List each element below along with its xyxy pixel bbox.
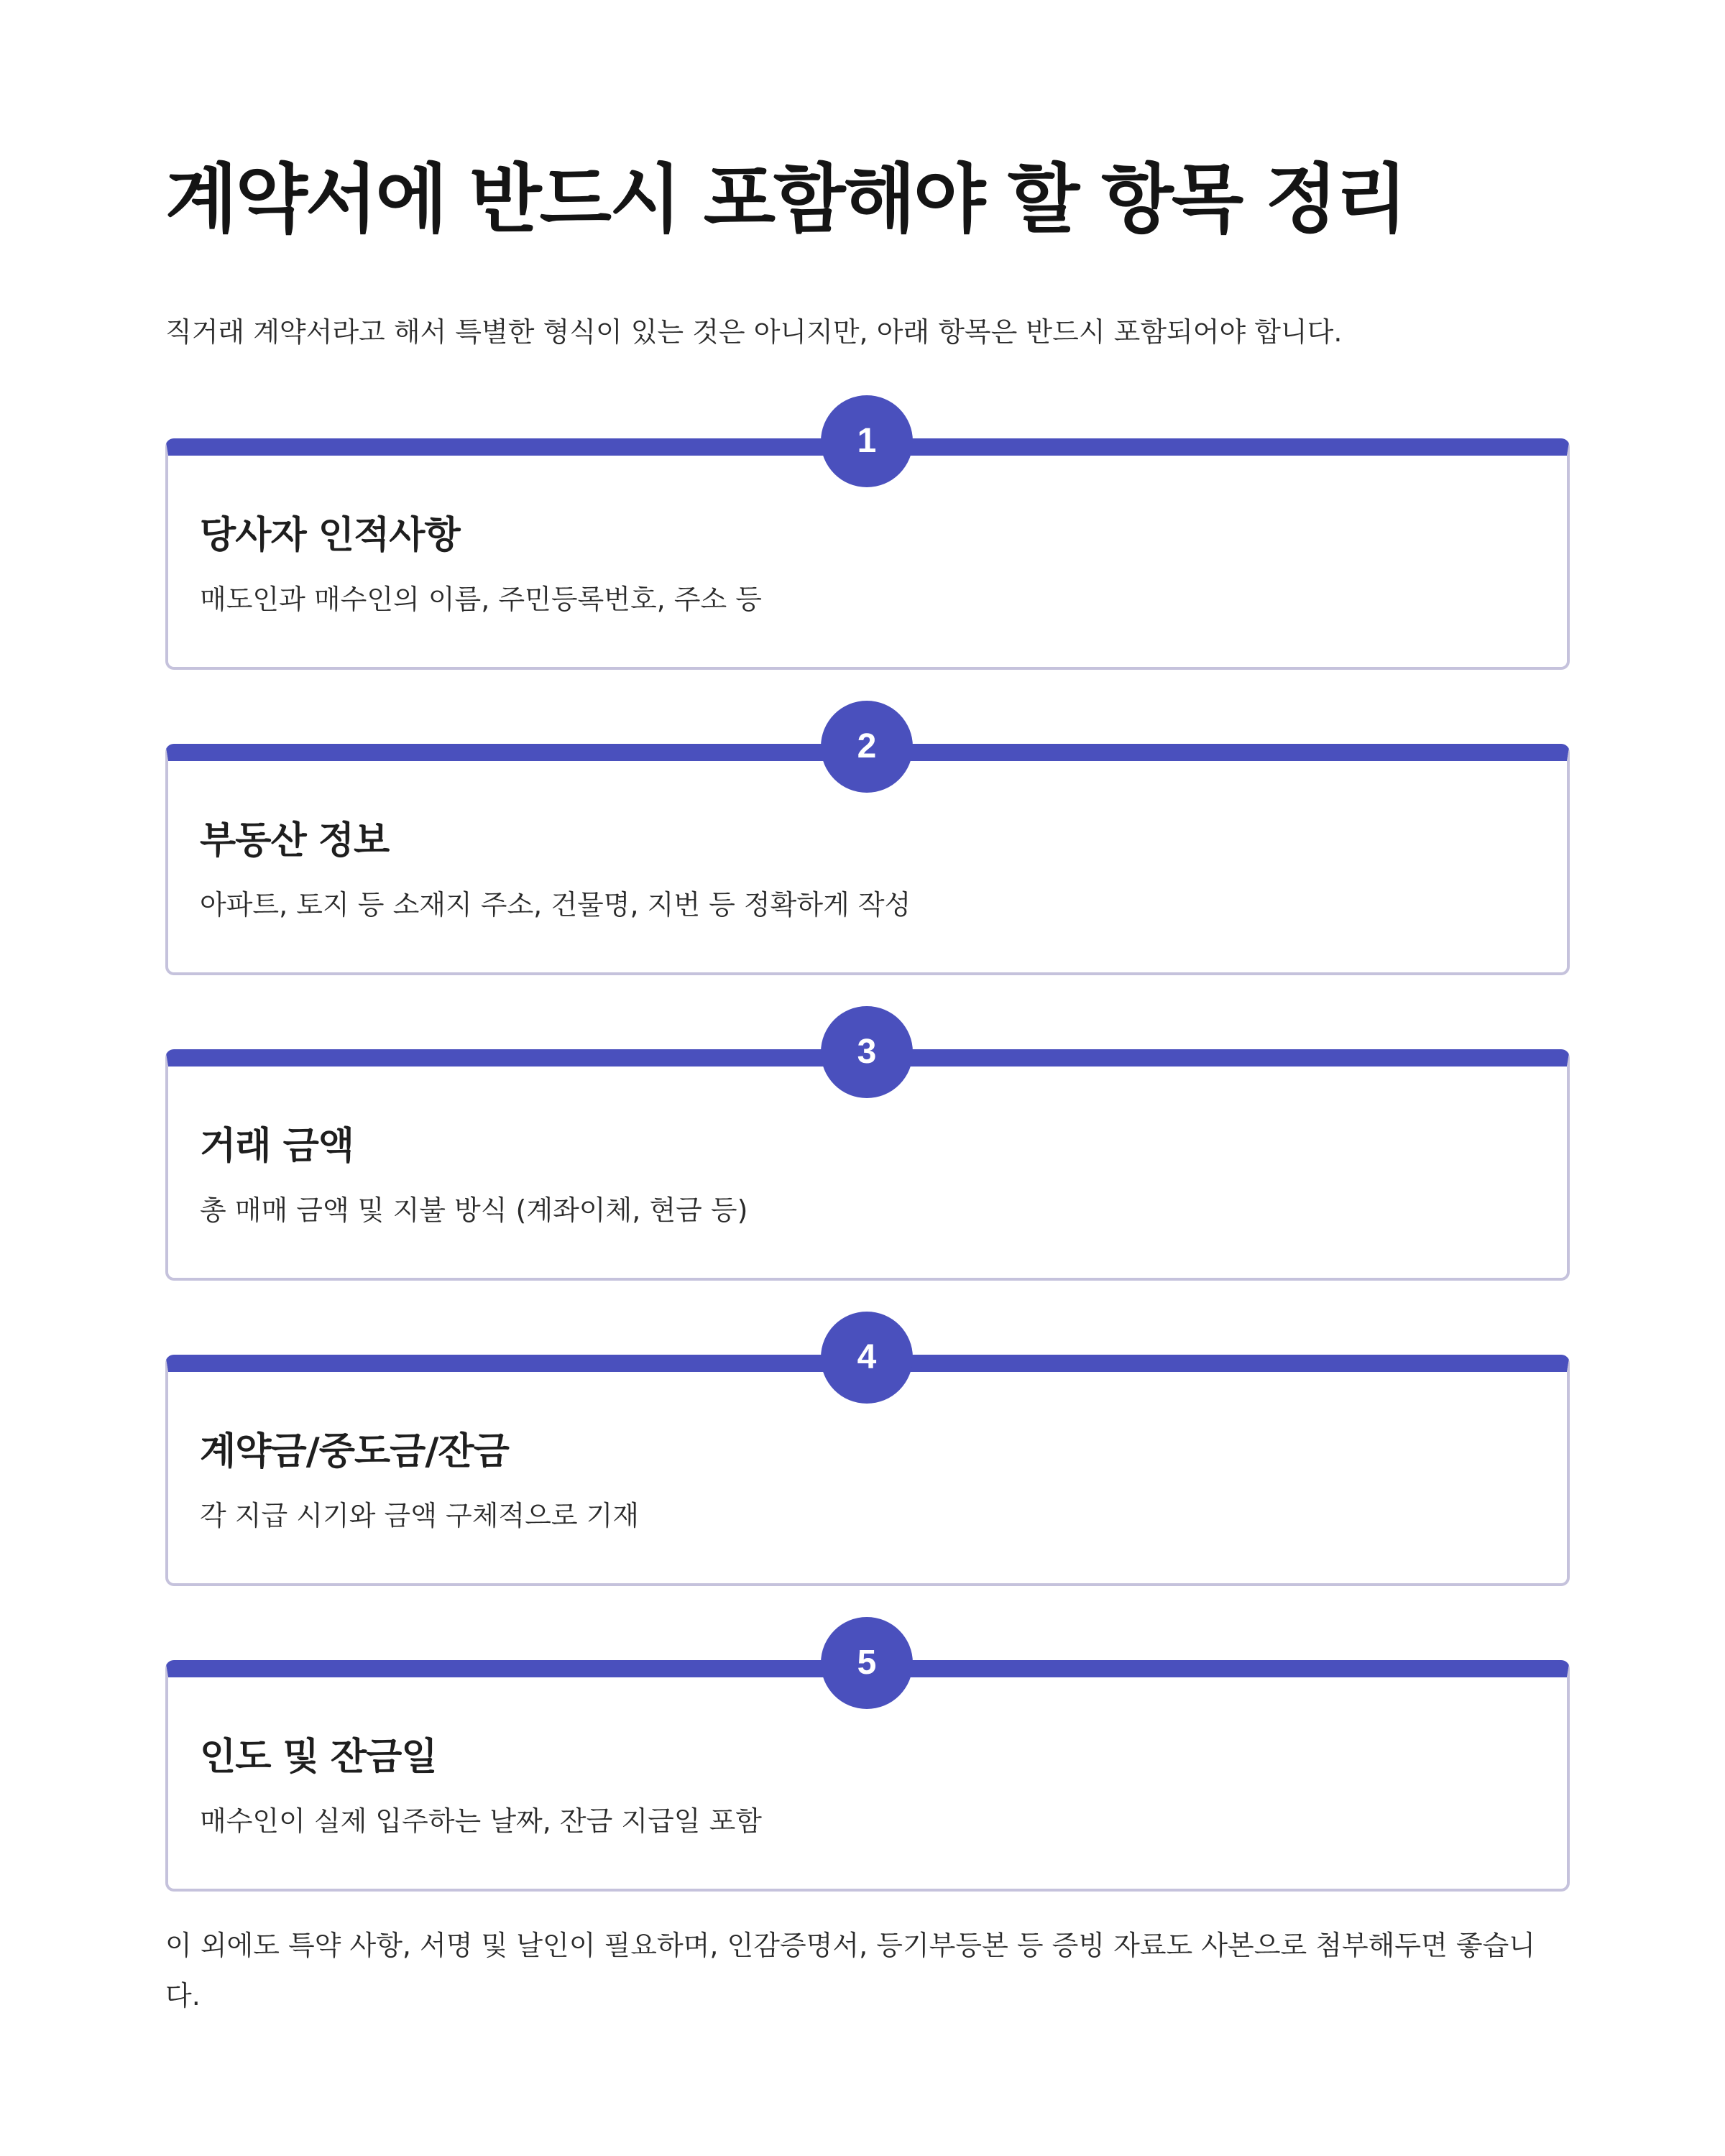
checklist-item [165, 1312, 1570, 1543]
page-title: 계약서에 반드시 포함해야 할 항목 정리 [165, 155, 1406, 243]
step-number-badge: 1 [821, 395, 913, 487]
step-number-badge: 4 [821, 1312, 913, 1404]
checklist-item [165, 395, 1570, 627]
step-number-badge: 3 [821, 1006, 913, 1098]
checklist-item [165, 701, 1570, 932]
step-number-badge: 5 [821, 1617, 913, 1709]
item-title: 당사자 인적사항 [200, 514, 460, 557]
item-title: 부동산 정보 [200, 819, 390, 862]
item-title: 거래 금액 [200, 1125, 354, 1168]
item-description: 아파트, 토지 등 소재지 주소, 건물명, 지번 등 정확하게 작성 [200, 889, 911, 921]
footer-note: 이 외에도 특약 사항, 서명 및 날인이 필요하며, 인감증명서, 등기부등본 등 증빙 자료도 사본으로 첨부해두면 좋습니다. [165, 1930, 1535, 2012]
item-description: 총 매매 금액 및 지불 방식 (계좌이체, 현금 등) [200, 1194, 748, 1226]
checklist-item [165, 1617, 1570, 1848]
checklist-item [165, 1006, 1570, 1238]
item-title: 계약금/중도금/잔금 [200, 1430, 509, 1473]
intro-text: 직거래 계약서라고 해서 특별한 형식이 있는 것은 아니지만, 아래 항목은 반드시 포함되어야 합니다. [165, 316, 1343, 348]
item-title: 인도 및 잔금일 [200, 1736, 437, 1779]
item-description: 각 지급 시기와 금액 구체적으로 기재 [200, 1500, 640, 1531]
item-description: 매도인과 매수인의 이름, 주민등록번호, 주소 등 [200, 584, 763, 615]
step-number-badge: 2 [821, 701, 913, 793]
item-description: 매수인이 실제 입주하는 날짜, 잔금 지급일 포함 [200, 1805, 763, 1837]
